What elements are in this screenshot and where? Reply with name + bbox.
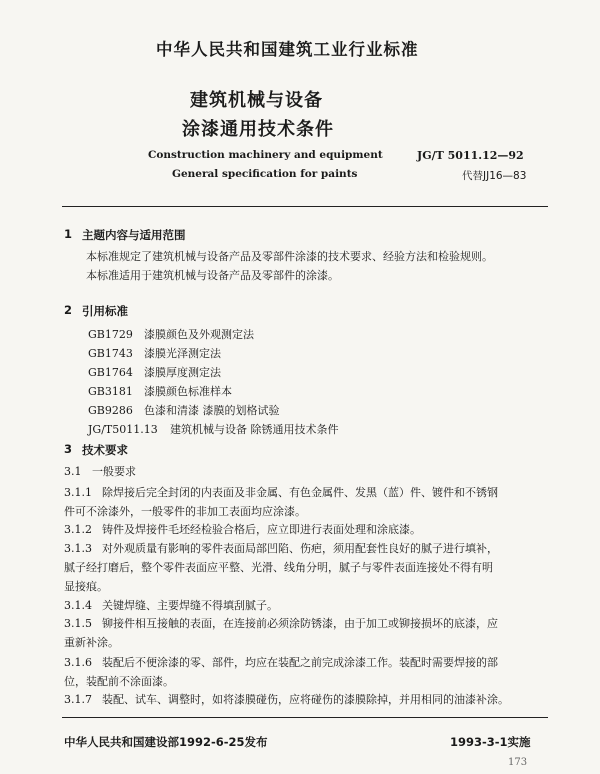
section-3-title: 技术要求 — [82, 443, 128, 457]
reference-item — [88, 328, 254, 342]
clause-3-1-6 — [64, 656, 498, 670]
page-number: 173 — [508, 757, 528, 768]
section-1-paragraph-1: 本标准规定了建筑机械与设备产品及零部件涂漆的技术要求、经验方法和检验规则。 — [86, 250, 493, 263]
issuing-agency: 中华人民共和国建筑工业行业标准 — [156, 40, 419, 59]
reference-title: 漆膜颜色及外观测定法 — [144, 328, 254, 341]
reference-item — [88, 404, 280, 418]
clause-3-1-7 — [64, 693, 509, 707]
clause-number: 3.1.3 — [64, 542, 92, 555]
footer-divider — [62, 717, 548, 718]
section-3-number: 3 — [64, 442, 73, 456]
clause-number: 3.1.5 — [64, 617, 92, 630]
clause-text-line: 装配后不便涂漆的零、部件，均应在装配之前完成涂漆工作。装配时需要焊接的部 — [102, 656, 498, 669]
standard-code: JG/T 5011.12—92 — [417, 149, 524, 162]
section-1-title: 主题内容与适用范围 — [82, 228, 186, 242]
reference-item — [88, 366, 221, 380]
clause-number: 3.1.4 — [64, 599, 92, 612]
clause-text-line: 铸件及焊接件毛坯经检验合格后，应立即进行表面处理和涂底漆。 — [102, 523, 421, 536]
reference-code: GB3181 — [88, 385, 133, 398]
clause-text-line: 重新补涂。 — [64, 636, 119, 649]
clause-text-line: 件可不涂漆外，一般零件的非加工表面均应涂漆。 — [64, 505, 306, 518]
clause-number: 3.1 — [64, 465, 82, 478]
clause-text-line: 位，装配前不涂面漆。 — [64, 675, 174, 688]
clause-3-1-2 — [64, 523, 421, 537]
section-1-paragraph-2: 本标准适用于建筑机械与设备产品及零部件的涂漆。 — [86, 269, 339, 282]
clause-number: 3.1.7 — [64, 693, 92, 706]
clause-3-1-4 — [64, 599, 278, 613]
clause-text-line: 除焊接后完全封闭的内表面及非金属、有色金属件、发黑（蓝）件、镀件和不锈钢 — [102, 486, 498, 499]
section-2-number: 2 — [64, 303, 73, 317]
clause-3-1 — [64, 465, 136, 479]
section-2-title: 引用标准 — [82, 304, 128, 318]
clause-text-line: 显接痕。 — [64, 580, 108, 593]
reference-title: 建筑机械与设备 除锈通用技术条件 — [170, 423, 339, 436]
clause-number: 3.1.2 — [64, 523, 92, 536]
clause-3-1-1 — [64, 486, 498, 500]
issue-date: 中华人民共和国建设部1992-6-25发布 — [64, 735, 268, 749]
reference-code: GB1743 — [88, 347, 133, 360]
english-title-line-2: General specification for paints — [172, 168, 358, 180]
title-line-2: 涂漆通用技术条件 — [182, 119, 334, 140]
section-1-number: 1 — [64, 227, 73, 241]
effective-date: 1993-3-1实施 — [450, 735, 531, 749]
header-divider — [62, 206, 548, 207]
clause-number: 3.1.6 — [64, 656, 92, 669]
clause-text-line: 对外观质量有影响的零件表面局部凹陷、伤疤，须用配套性良好的腻子进行填补， — [102, 542, 498, 555]
title-line-1: 建筑机械与设备 — [190, 90, 323, 111]
reference-title: 色漆和清漆 漆膜的划格试验 — [144, 404, 280, 417]
reference-title: 漆膜厚度测定法 — [144, 366, 221, 379]
reference-item — [88, 347, 221, 361]
clause-text-line: 装配、试车、调整时，如将漆膜碰伤，应将碰伤的漆膜除掉，并用相同的油漆补涂。 — [102, 693, 509, 706]
replaces-code: 代替JJ16—83 — [462, 170, 527, 182]
reference-item — [88, 423, 339, 437]
clause-text-line: 腻子经打磨后，整个零件表面应平整、光滑、线角分明，腻子与零件表面连接处不得有明 — [64, 561, 493, 574]
reference-code: GB1764 — [88, 366, 133, 379]
reference-code: GB1729 — [88, 328, 133, 341]
reference-title: 漆膜光泽测定法 — [144, 347, 221, 360]
clause-text-line: 铆接件相互接触的表面，在连接前必须涂防锈漆，由于加工或铆接损坏的底漆，应 — [102, 617, 498, 630]
clause-3-1-3 — [64, 542, 498, 556]
clause-text: 一般要求 — [92, 465, 136, 478]
english-title-line-1: Construction machinery and equipment — [148, 149, 383, 161]
clause-text-line: 关键焊缝、主要焊缝不得填刮腻子。 — [102, 599, 278, 612]
reference-code: JG/T5011.13 — [88, 423, 158, 436]
reference-title: 漆膜颜色标准样本 — [144, 385, 232, 398]
reference-code: GB9286 — [88, 404, 133, 417]
clause-3-1-5 — [64, 617, 498, 631]
reference-item — [88, 385, 232, 399]
clause-number: 3.1.1 — [64, 486, 92, 499]
